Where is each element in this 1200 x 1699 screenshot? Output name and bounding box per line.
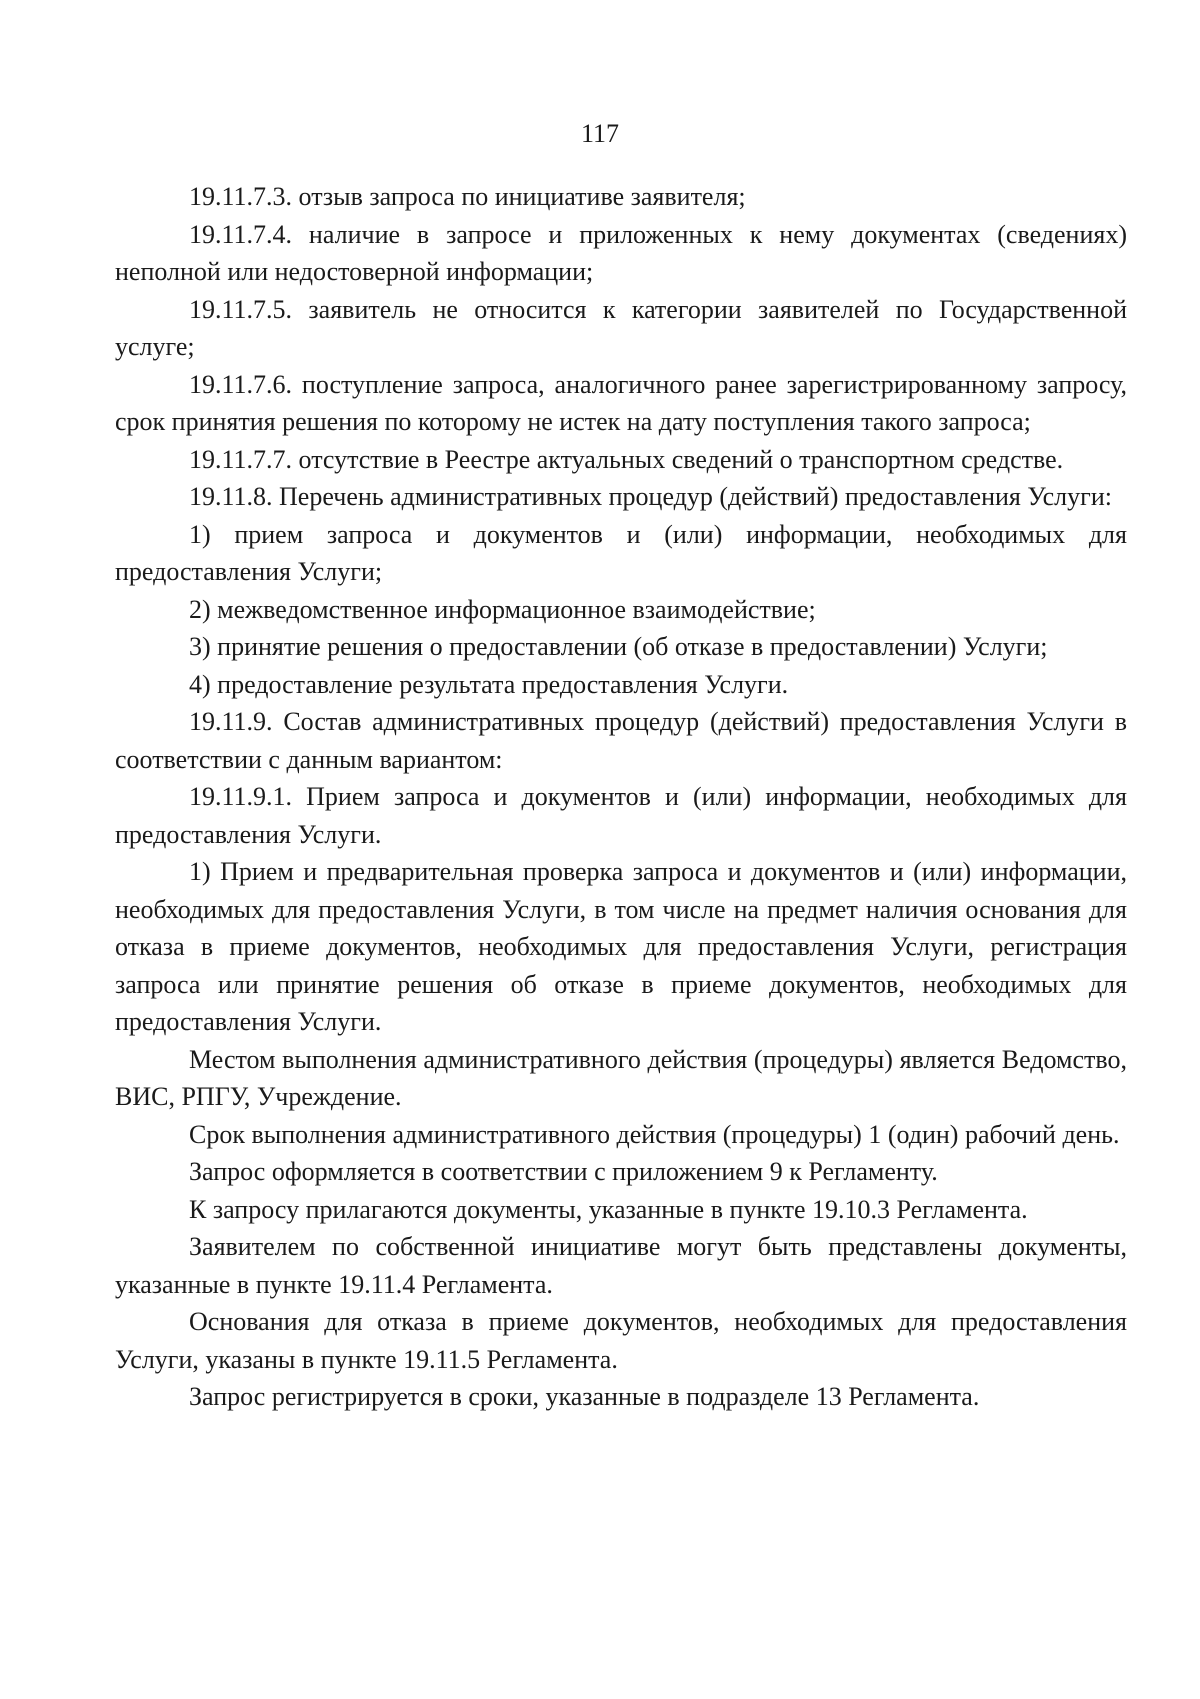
paragraph: 19.11.7.5. заявитель не относится к категории заявителей по Государственной услуге; — [115, 294, 1127, 361]
paragraph: 19.11.9.1. Прием запроса и документов и (или) информации, необходимых для предоставления Услуги. — [115, 782, 1127, 849]
paragraph: 19.11.7.7. отсутствие в Реестре актуальных сведений о транспортном средстве. — [189, 444, 1064, 474]
paragraph: 19.11.7.3. отзыв запроса по инициативе заявителя; — [189, 182, 746, 211]
list-item: 2) межведомственное информационное взаимодействие; — [189, 594, 816, 624]
document-body — [115, 178, 1127, 1416]
paragraph: Заявителем по собственной инициативе могут быть представлены документы, указанные в пункте 19.11.4 Регламента. — [115, 1232, 1127, 1299]
list-item: 1) прием запроса и документов и (или) информации, необходимых для предоставления Услуги; — [115, 519, 1127, 586]
list-item: 4) предоставление результата предоставления Услуги. — [189, 669, 789, 699]
list-item: 1) Прием и предварительная проверка запроса и документов и (или) информации, необходимых для предоставления Услуги, в том числе на предмет наличия основания для отказа в приеме документов, необходимых для предоставления Услуги, регистрация запроса или принятие решения об отказе в приеме документов, необходимых для предоставления Услуги. — [115, 857, 1127, 1036]
paragraph: 19.11.7.6. поступление запроса, аналогичного ранее зарегистрированному запросу, срок принятия решения по которому не истек на дату поступления такого запроса; — [115, 369, 1127, 436]
paragraph: 19.11.7.4. наличие в запросе и приложенных к нему документах (сведениях) неполной или недостоверной информации; — [115, 219, 1127, 286]
paragraph: Срок выполнения административного действия (процедуры) 1 (один) рабочий день. — [189, 1119, 1120, 1149]
page-number: 117 — [580, 119, 620, 148]
paragraph: Запрос регистрируется в сроки, указанные в подразделе 13 Регламента. — [189, 1382, 980, 1411]
paragraph: 19.11.8. Перечень административных процедур (действий) предоставления Услуги: — [189, 482, 1112, 511]
paragraph: Запрос оформляется в соответствии с приложением 9 к Регламенту. — [189, 1157, 938, 1186]
paragraph: Местом выполнения административного действия (процедуры) является Ведомство, ВИС, РПГУ, Учреждение. — [115, 1044, 1127, 1111]
paragraph: 19.11.9. Состав административных процедур (действий) предоставления Услуги в соответствии с данным вариантом: — [115, 707, 1127, 774]
paragraph: Основания для отказа в приеме документов, необходимых для предоставления Услуги, указаны в пункте 19.11.5 Регламента. — [115, 1307, 1127, 1374]
paragraph: К запросу прилагаются документы, указанные в пункте 19.10.3 Регламента. — [189, 1194, 1028, 1224]
list-item: 3) принятие решения о предоставлении (об отказе в предоставлении) Услуги; — [189, 632, 1048, 661]
